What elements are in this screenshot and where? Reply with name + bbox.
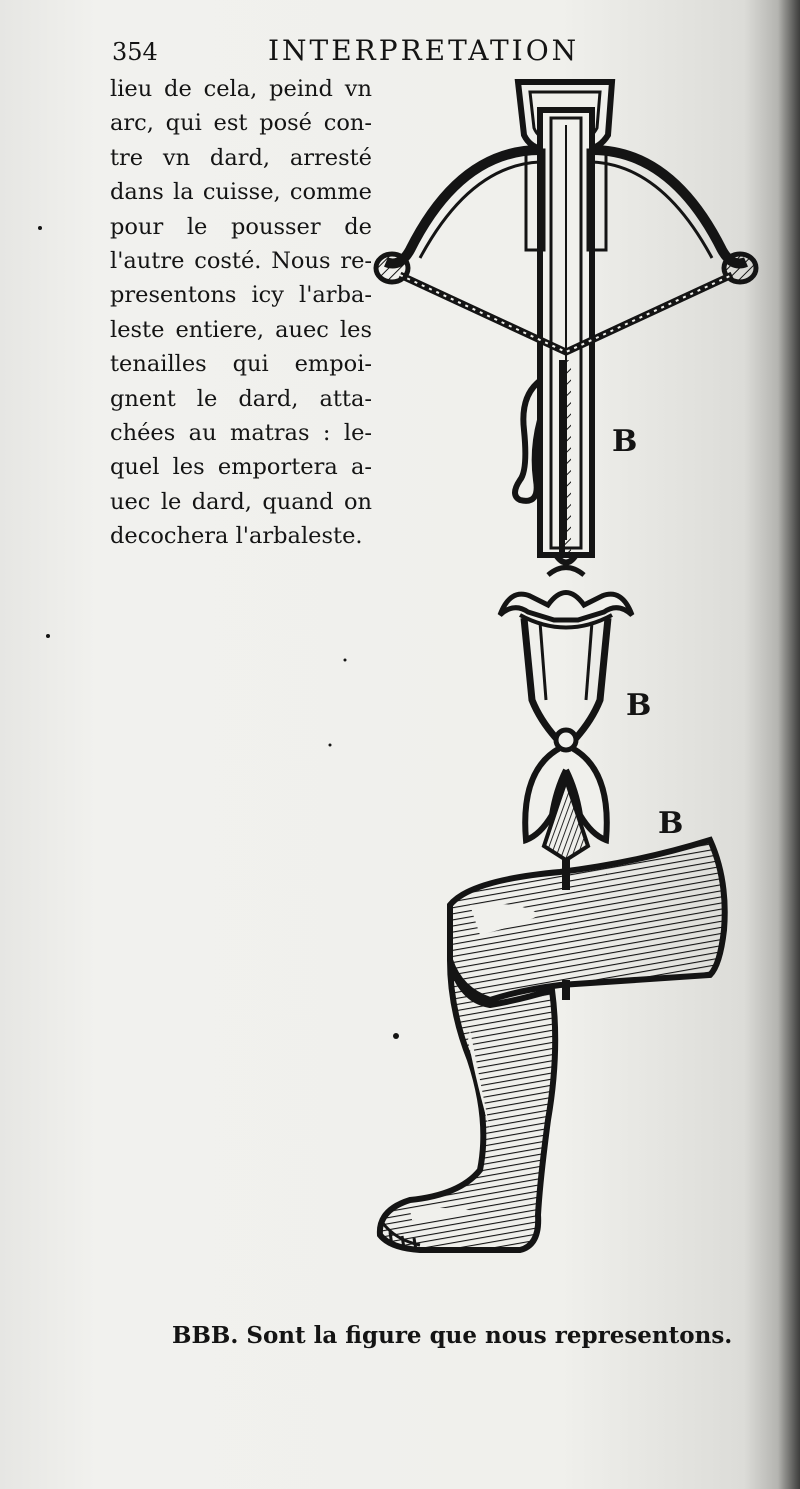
text-line: leste entiere, auec les bbox=[110, 316, 372, 343]
text-line: arc, qui est posé con- bbox=[110, 110, 372, 137]
figure-label-b-dart: B bbox=[658, 806, 684, 841]
pincers-figure bbox=[500, 593, 632, 891]
text-line: gnent le dard, atta- bbox=[110, 385, 372, 412]
text-line: dans la cuisse, comme bbox=[110, 179, 372, 206]
text-line: uec le dard, quand on bbox=[110, 488, 372, 515]
figure-label-b-pincers: B bbox=[626, 688, 652, 723]
text-line: chées au matras : le- bbox=[110, 419, 372, 446]
text-line: tenailles qui empoi- bbox=[110, 351, 372, 378]
crossbow-figure bbox=[376, 82, 756, 575]
leg-figure bbox=[380, 840, 725, 1250]
figure-caption: BBB. Sont la figure que nous representons. bbox=[172, 1322, 733, 1349]
text-line: presentons icy l'arba- bbox=[110, 282, 372, 309]
text-line: pour le pousser de bbox=[110, 213, 372, 240]
page-number: 354 bbox=[112, 38, 158, 66]
running-head: INTERPRETATION bbox=[268, 34, 580, 67]
text-line: lieu de cela, peind vn bbox=[110, 76, 372, 102]
text-line: quel les emportera a- bbox=[110, 454, 372, 481]
paper-specks bbox=[38, 226, 399, 1039]
text-line: l'autre costé. Nous re- bbox=[110, 247, 372, 274]
text-line: tre vn dard, arresté bbox=[110, 144, 372, 171]
figure-label-b-crossbow: B bbox=[612, 424, 638, 459]
text-line: decochera l'arbaleste. bbox=[110, 523, 363, 550]
